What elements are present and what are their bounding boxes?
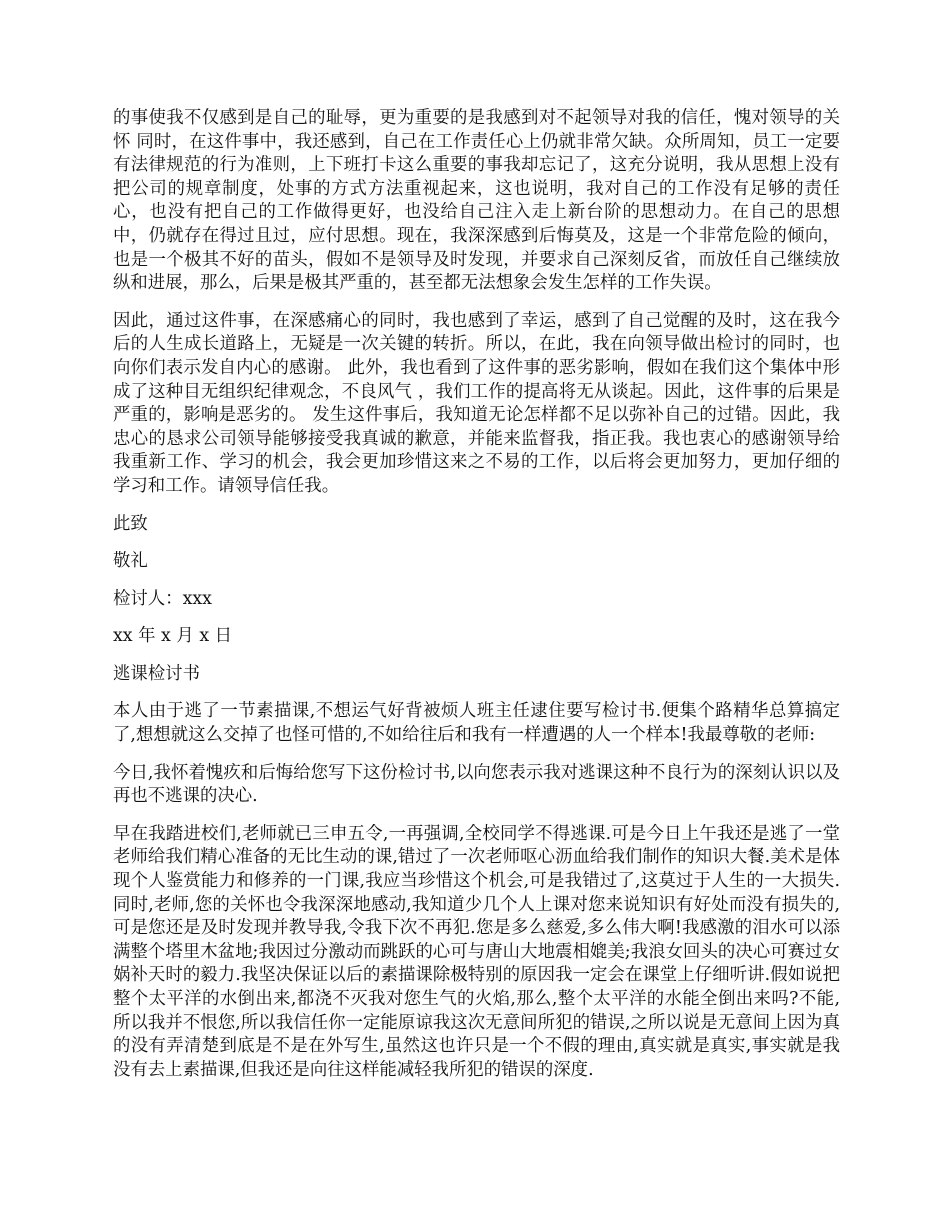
paragraph-apology-responsibility: 的事使我不仅感到是自己的耻辱，更为重要的是我感到对不起领导对我的信任，愧对领导的关怀 同时，在这件事中，我还感到，自己在工作责任心上仍就非常欠缺。众所周知，员工一定要有法律规范的行为准则，上下班打卡这么重要的事我却忘记了，这充分说明，我从思想上没有把公司的规章制度，处事的方式方法重视起来，这也说明，我对自己的工作没有足够的责任心，也没有把自己的工作做得更好，也没给自己注入走上新台阶的思想动力。在自己的思想中，仍就存在得过且过，应付思想。现在，我深深感到后悔莫及，这是一个非常危险的倾向，也是一个极其不好的苗头，假如不是领导及时发现，并要求自己深刻反省，而放任自己继续放纵和进展，那么，后果是极其严重的，甚至都无法想象会发生怎样的工作失误。 <box>113 108 840 294</box>
date-line: xx 年 x 月 x 日 <box>113 626 233 647</box>
section-title: 逃课检讨书 <box>113 663 200 684</box>
closing-cizhi: 此致 <box>113 513 148 534</box>
paragraph-confession: 早在我踏进校们,老师就已三申五令,一再强调,全校同学不得逃课.可是今日上午我还是逃了一堂老师给我们精心准备的无比生动的课,错过了一次老师呕心沥血给我们制作的知识大餐.美术是体现个人鉴赏能力和修养的一门课,我应当珍惜这个机会,可是我错过了,这莫过于人生的一大损失.同时,老师,您的关怀也令我深深地感动,我知道少几个人上课对您来说知识有好处而没有损失的,可是您还是及时发现并教导我,令我下次不再犯.您是多么慈爱,多么伟大啊!我感激的泪水可以添满整个塔里木盆地;我因过分激动而跳跃的心可与唐山大地震相媲美;我浪女回头的决心可赛过女娲补天时的毅力.我坚决保证以后的素描课除极特别的原因我一定会在课堂上仔细听讲.假如说把整个太平洋的水倒出来,都浇不灭我对您生气的火焰,那么,整个太平洋的水能全倒出来吗?不能,所以我并不恨您,所以我信任你一定能原谅我这次无意间所犯的错误,之所以说是无意间上因为真的没有弄清楚到底是不是在外写生,虽然这也许只是一个不假的理由,真实就是真实,事实就是我没有去上素描课,但我还是向往这样能减轻我所犯的错误的深度. <box>113 823 840 1080</box>
paragraph-gratitude: 因此，通过这件事，在深感痛心的同时，我也感到了幸运，感到了自己觉醒的及时，这在我今后的人生成长道路上，无疑是一次关键的转折。所以，在此，我在向领导做出检讨的同时，也向你们表示发自内心的感谢。 此外，我也看到了这件事的恶劣影响，假如在我们这个集体中形成了这种目无组织纪律观念，不良风气 ，我们工作的提高将无从谈起。因此，这件事的后果是严重的，影响是恶劣的。 发生这件事后，我知道无论怎样都不足以弥补自己的过错。因此，我忠心的恳求公司领导能够接受我真诚的歉意，并能来监督我，指正我。我也衷心的感谢领导给我重新工作、学习的机会，我会更加珍惜这来之不易的工作，以后将会更加努力，更加仔细的学习和工作。请领导信任我。 <box>113 310 840 496</box>
closing-jingli: 敬礼 <box>113 551 148 572</box>
document-body <box>113 107 840 1096</box>
paragraph-intro: 本人由于逃了一节素描课,不想运气好背被烦人班主任逮住要写检讨书.便集个路精华总算搞定了,想想就这么交掉了也怪可惜的,不如给往后和我有一样遭遇的人一个样本!我最尊敬的老师: <box>113 701 840 746</box>
signature-line: 检讨人：xxx <box>113 588 212 609</box>
paragraph-today: 今日,我怀着愧疚和后悔给您写下这份检讨书,以向您表示我对逃课这种不良行为的深刻认识以及再也不逃课的决心. <box>113 762 840 807</box>
